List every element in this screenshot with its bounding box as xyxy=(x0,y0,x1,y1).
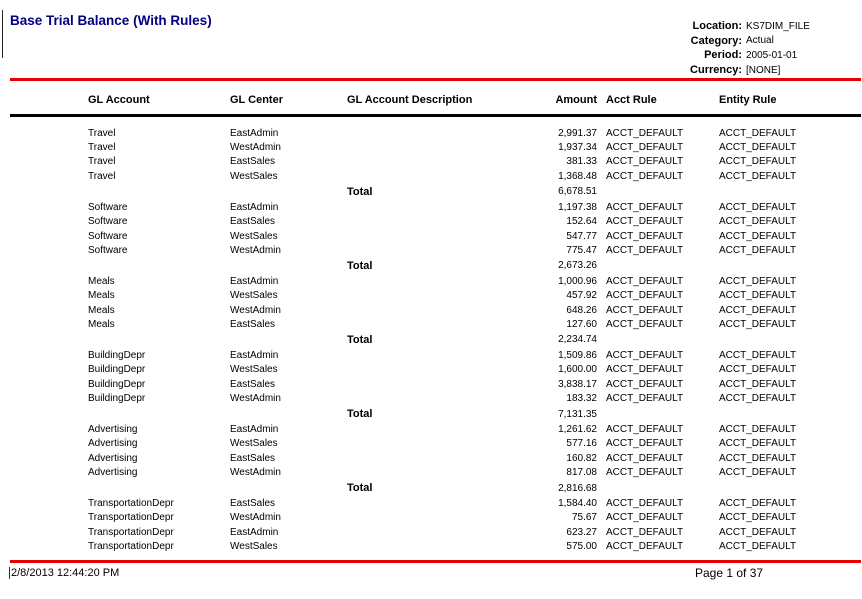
entity-rule-cell: ACCT_DEFAULT xyxy=(719,127,797,139)
table-row xyxy=(0,422,862,436)
entity-rule-cell: ACCT_DEFAULT xyxy=(719,452,797,464)
amount-cell: 1,368.48 xyxy=(558,170,597,182)
entity-rule-cell: ACCT_DEFAULT xyxy=(719,216,797,228)
trial-balance-table xyxy=(0,126,862,554)
amount-cell: 457.92 xyxy=(566,290,597,302)
gl-center-cell: EastSales xyxy=(230,156,276,168)
gl-account-description-cell: Total xyxy=(347,333,373,346)
acct-rule-cell: ACCT_DEFAULT xyxy=(606,127,684,139)
table-row xyxy=(0,229,862,243)
acct-rule-cell: ACCT_DEFAULT xyxy=(606,378,684,390)
table-row xyxy=(0,525,862,539)
column-header-gl-account: GL Account xyxy=(88,94,150,106)
entity-rule-cell: ACCT_DEFAULT xyxy=(719,142,797,154)
gl-account-cell: Meals xyxy=(88,304,115,316)
currency-label: Currency: xyxy=(690,64,742,77)
amount-cell: 2,991.37 xyxy=(558,127,597,139)
gl-center-cell: WestSales xyxy=(230,290,278,302)
acct-rule-cell: ACCT_DEFAULT xyxy=(606,275,684,287)
amount-cell: 127.60 xyxy=(566,318,597,330)
table-row xyxy=(0,496,862,510)
acct-rule-cell: ACCT_DEFAULT xyxy=(606,364,684,376)
gl-account-cell: Software xyxy=(88,244,128,256)
location-value: KS7DIM_FILE xyxy=(746,20,810,32)
acct-rule-cell: ACCT_DEFAULT xyxy=(606,349,684,361)
table-row xyxy=(0,363,862,377)
amount-cell: 1,509.86 xyxy=(558,349,597,361)
table-row xyxy=(0,451,862,465)
table-row xyxy=(0,391,862,405)
amount-cell: 1,261.62 xyxy=(558,423,597,435)
gl-center-cell: EastAdmin xyxy=(230,201,279,213)
entity-rule-cell: ACCT_DEFAULT xyxy=(719,393,797,405)
amount-cell: 817.08 xyxy=(566,467,597,479)
footer-page-indicator: Page 1 of 37 xyxy=(695,566,764,580)
acct-rule-cell: ACCT_DEFAULT xyxy=(606,216,684,228)
entity-rule-cell: ACCT_DEFAULT xyxy=(719,541,797,553)
gl-account-cell: TransportationDepr xyxy=(88,498,174,509)
gl-center-cell: WestAdmin xyxy=(230,142,281,154)
category-value: Actual xyxy=(746,35,774,47)
acct-rule-cell: ACCT_DEFAULT xyxy=(606,318,684,330)
gl-center-cell: WestAdmin xyxy=(230,304,281,316)
gl-center-cell: EastSales xyxy=(230,452,276,464)
table-row xyxy=(0,184,862,201)
gl-center-cell: WestSales xyxy=(230,438,278,450)
table-row xyxy=(0,437,862,451)
gl-center-cell: EastAdmin xyxy=(230,349,279,361)
gl-account-cell: BuildingDepr xyxy=(88,378,146,390)
gl-center-cell: WestSales xyxy=(230,230,278,242)
currency-value: [NONE] xyxy=(746,64,781,76)
gl-account-cell: TransportationDepr xyxy=(88,541,174,553)
table-row xyxy=(0,169,862,183)
gl-account-cell: Travel xyxy=(88,156,116,168)
acct-rule-cell: ACCT_DEFAULT xyxy=(606,244,684,256)
column-header-gl-center: GL Center xyxy=(230,94,283,106)
entity-rule-cell: ACCT_DEFAULT xyxy=(719,318,797,330)
gl-account-cell: BuildingDepr xyxy=(88,393,146,405)
column-header-entity-rule: Entity Rule xyxy=(719,94,777,106)
table-row xyxy=(0,214,862,228)
gl-account-cell: Advertising xyxy=(88,452,138,464)
table-row xyxy=(0,200,862,214)
table-row xyxy=(0,140,862,154)
location-row xyxy=(600,19,850,34)
amount-cell: 1,584.40 xyxy=(558,498,597,509)
gl-account-cell: TransportationDepr xyxy=(88,526,174,538)
acct-rule-cell: ACCT_DEFAULT xyxy=(606,526,684,538)
amount-cell: 577.16 xyxy=(566,438,597,450)
entity-rule-cell: ACCT_DEFAULT xyxy=(719,290,797,302)
gl-center-cell: EastSales xyxy=(230,378,276,390)
gl-center-cell: WestSales xyxy=(230,364,278,376)
acct-rule-cell: ACCT_DEFAULT xyxy=(606,290,684,302)
entity-rule-cell: ACCT_DEFAULT xyxy=(719,156,797,168)
entity-rule-cell: ACCT_DEFAULT xyxy=(719,498,797,509)
gl-account-cell: TransportationDepr xyxy=(88,512,174,524)
gl-center-cell: EastSales xyxy=(230,318,276,330)
entity-rule-cell: ACCT_DEFAULT xyxy=(719,438,797,450)
amount-cell: 775.47 xyxy=(566,244,597,256)
currency-row xyxy=(600,63,850,78)
acct-rule-cell: ACCT_DEFAULT xyxy=(606,541,684,553)
acct-rule-cell: ACCT_DEFAULT xyxy=(606,512,684,524)
acct-rule-cell: ACCT_DEFAULT xyxy=(606,142,684,154)
acct-rule-cell: ACCT_DEFAULT xyxy=(606,423,684,435)
acct-rule-cell: ACCT_DEFAULT xyxy=(606,467,684,479)
acct-rule-cell: ACCT_DEFAULT xyxy=(606,230,684,242)
gl-account-cell: Software xyxy=(88,230,128,242)
period-row xyxy=(600,48,850,63)
table-row xyxy=(0,465,862,479)
category-label: Category: xyxy=(690,34,742,47)
gl-account-cell: Travel xyxy=(88,127,116,139)
table-row xyxy=(0,126,862,140)
entity-rule-cell: ACCT_DEFAULT xyxy=(719,349,797,361)
acct-rule-cell: ACCT_DEFAULT xyxy=(606,498,684,509)
gl-center-cell: EastAdmin xyxy=(230,275,279,287)
table-row xyxy=(0,332,862,349)
gl-account-cell: Meals xyxy=(88,318,115,330)
amount-cell: 575.00 xyxy=(566,541,597,553)
footer-rule-line xyxy=(10,560,861,563)
amount-cell: 547.77 xyxy=(566,230,597,242)
gl-account-cell: Travel xyxy=(88,142,116,154)
table-row xyxy=(0,539,862,553)
period-label: Period: xyxy=(704,49,742,62)
table-row xyxy=(0,243,862,257)
report-header-info xyxy=(600,19,850,77)
gl-account-cell: Software xyxy=(88,216,128,228)
entity-rule-cell: ACCT_DEFAULT xyxy=(719,275,797,287)
entity-rule-cell: ACCT_DEFAULT xyxy=(719,364,797,376)
amount-cell: 1,197.38 xyxy=(558,201,597,213)
column-header-gl-account-description: GL Account Description xyxy=(347,94,473,106)
column-header-acct-rule: Acct Rule xyxy=(606,94,657,106)
table-row xyxy=(0,406,862,423)
amount-cell: 1,000.96 xyxy=(558,275,597,287)
gl-center-cell: EastSales xyxy=(230,216,276,228)
location-label: Location: xyxy=(692,20,742,33)
report-title: Base Trial Balance (With Rules) xyxy=(10,13,212,28)
entity-rule-cell: ACCT_DEFAULT xyxy=(719,201,797,213)
acct-rule-cell: ACCT_DEFAULT xyxy=(606,452,684,464)
gl-account-description-cell: Total xyxy=(347,408,373,420)
table-row xyxy=(0,377,862,391)
acct-rule-cell: ACCT_DEFAULT xyxy=(606,156,684,168)
amount-cell: 623.27 xyxy=(566,526,597,538)
gl-account-cell: Advertising xyxy=(88,423,138,435)
column-header-underline xyxy=(10,114,861,117)
table-row xyxy=(0,155,862,169)
amount-cell: 6,678.51 xyxy=(558,186,597,198)
gl-center-cell: WestAdmin xyxy=(230,467,281,479)
gl-center-cell: WestAdmin xyxy=(230,393,281,405)
table-row xyxy=(0,348,862,362)
amount-cell: 1,937.34 xyxy=(558,142,597,154)
column-header-amount: Amount xyxy=(555,94,597,106)
gl-account-cell: Meals xyxy=(88,275,115,287)
gl-center-cell: WestSales xyxy=(230,541,278,553)
entity-rule-cell: ACCT_DEFAULT xyxy=(719,304,797,316)
entity-rule-cell: ACCT_DEFAULT xyxy=(719,170,797,182)
amount-cell: 160.82 xyxy=(566,452,597,464)
entity-rule-cell: ACCT_DEFAULT xyxy=(719,378,797,390)
gl-center-cell: EastAdmin xyxy=(230,526,279,538)
gl-center-cell: EastAdmin xyxy=(230,127,279,139)
gl-center-cell: WestAdmin xyxy=(230,512,281,524)
amount-cell: 2,673.26 xyxy=(558,260,597,272)
gl-account-cell: BuildingDepr xyxy=(88,349,146,361)
table-column-headers xyxy=(0,94,862,106)
table-row xyxy=(0,480,862,497)
category-row xyxy=(600,34,850,49)
amount-cell: 3,838.17 xyxy=(558,378,597,390)
amount-cell: 381.33 xyxy=(566,156,597,168)
gl-account-cell: Meals xyxy=(88,290,115,302)
entity-rule-cell: ACCT_DEFAULT xyxy=(719,423,797,435)
gl-account-cell: Advertising xyxy=(88,438,138,450)
amount-cell: 7,131.35 xyxy=(558,408,597,420)
entity-rule-cell: ACCT_DEFAULT xyxy=(719,244,797,256)
amount-cell: 648.26 xyxy=(566,304,597,316)
entity-rule-cell: ACCT_DEFAULT xyxy=(719,467,797,479)
table-row xyxy=(0,511,862,525)
table-row xyxy=(0,317,862,331)
gl-account-cell: BuildingDepr xyxy=(88,364,146,376)
table-row xyxy=(0,274,862,288)
acct-rule-cell: ACCT_DEFAULT xyxy=(606,438,684,450)
gl-center-cell: WestAdmin xyxy=(230,244,281,256)
amount-cell: 183.32 xyxy=(566,393,597,405)
acct-rule-cell: ACCT_DEFAULT xyxy=(606,393,684,405)
entity-rule-cell: ACCT_DEFAULT xyxy=(719,230,797,242)
gl-account-description-cell: Total xyxy=(347,185,373,198)
gl-center-cell: WestSales xyxy=(230,170,278,182)
amount-cell: 152.64 xyxy=(566,216,597,228)
table-row xyxy=(0,258,862,275)
acct-rule-cell: ACCT_DEFAULT xyxy=(606,170,684,182)
page-edge-line xyxy=(2,10,3,58)
amount-cell: 1,600.00 xyxy=(558,364,597,376)
gl-center-cell: EastAdmin xyxy=(230,423,279,435)
gl-center-cell: EastSales xyxy=(230,498,276,509)
acct-rule-cell: ACCT_DEFAULT xyxy=(606,201,684,213)
gl-account-cell: Software xyxy=(88,201,128,213)
footer-timestamp: 2/8/2013 12:44:20 PM xyxy=(11,567,120,579)
table-row xyxy=(0,303,862,317)
gl-account-cell: Travel xyxy=(88,170,116,182)
gl-account-description-cell: Total xyxy=(347,482,373,495)
gl-account-cell: Advertising xyxy=(88,467,138,479)
entity-rule-cell: ACCT_DEFAULT xyxy=(719,526,797,538)
amount-cell: 2,816.68 xyxy=(558,482,597,494)
table-row xyxy=(0,289,862,303)
acct-rule-cell: ACCT_DEFAULT xyxy=(606,304,684,316)
period-value: 2005-01-01 xyxy=(746,49,798,61)
header-rule-line xyxy=(10,78,861,81)
gl-account-description-cell: Total xyxy=(347,259,373,272)
amount-cell: 75.67 xyxy=(571,512,597,524)
amount-cell: 2,234.74 xyxy=(558,334,597,346)
entity-rule-cell: ACCT_DEFAULT xyxy=(719,512,797,524)
